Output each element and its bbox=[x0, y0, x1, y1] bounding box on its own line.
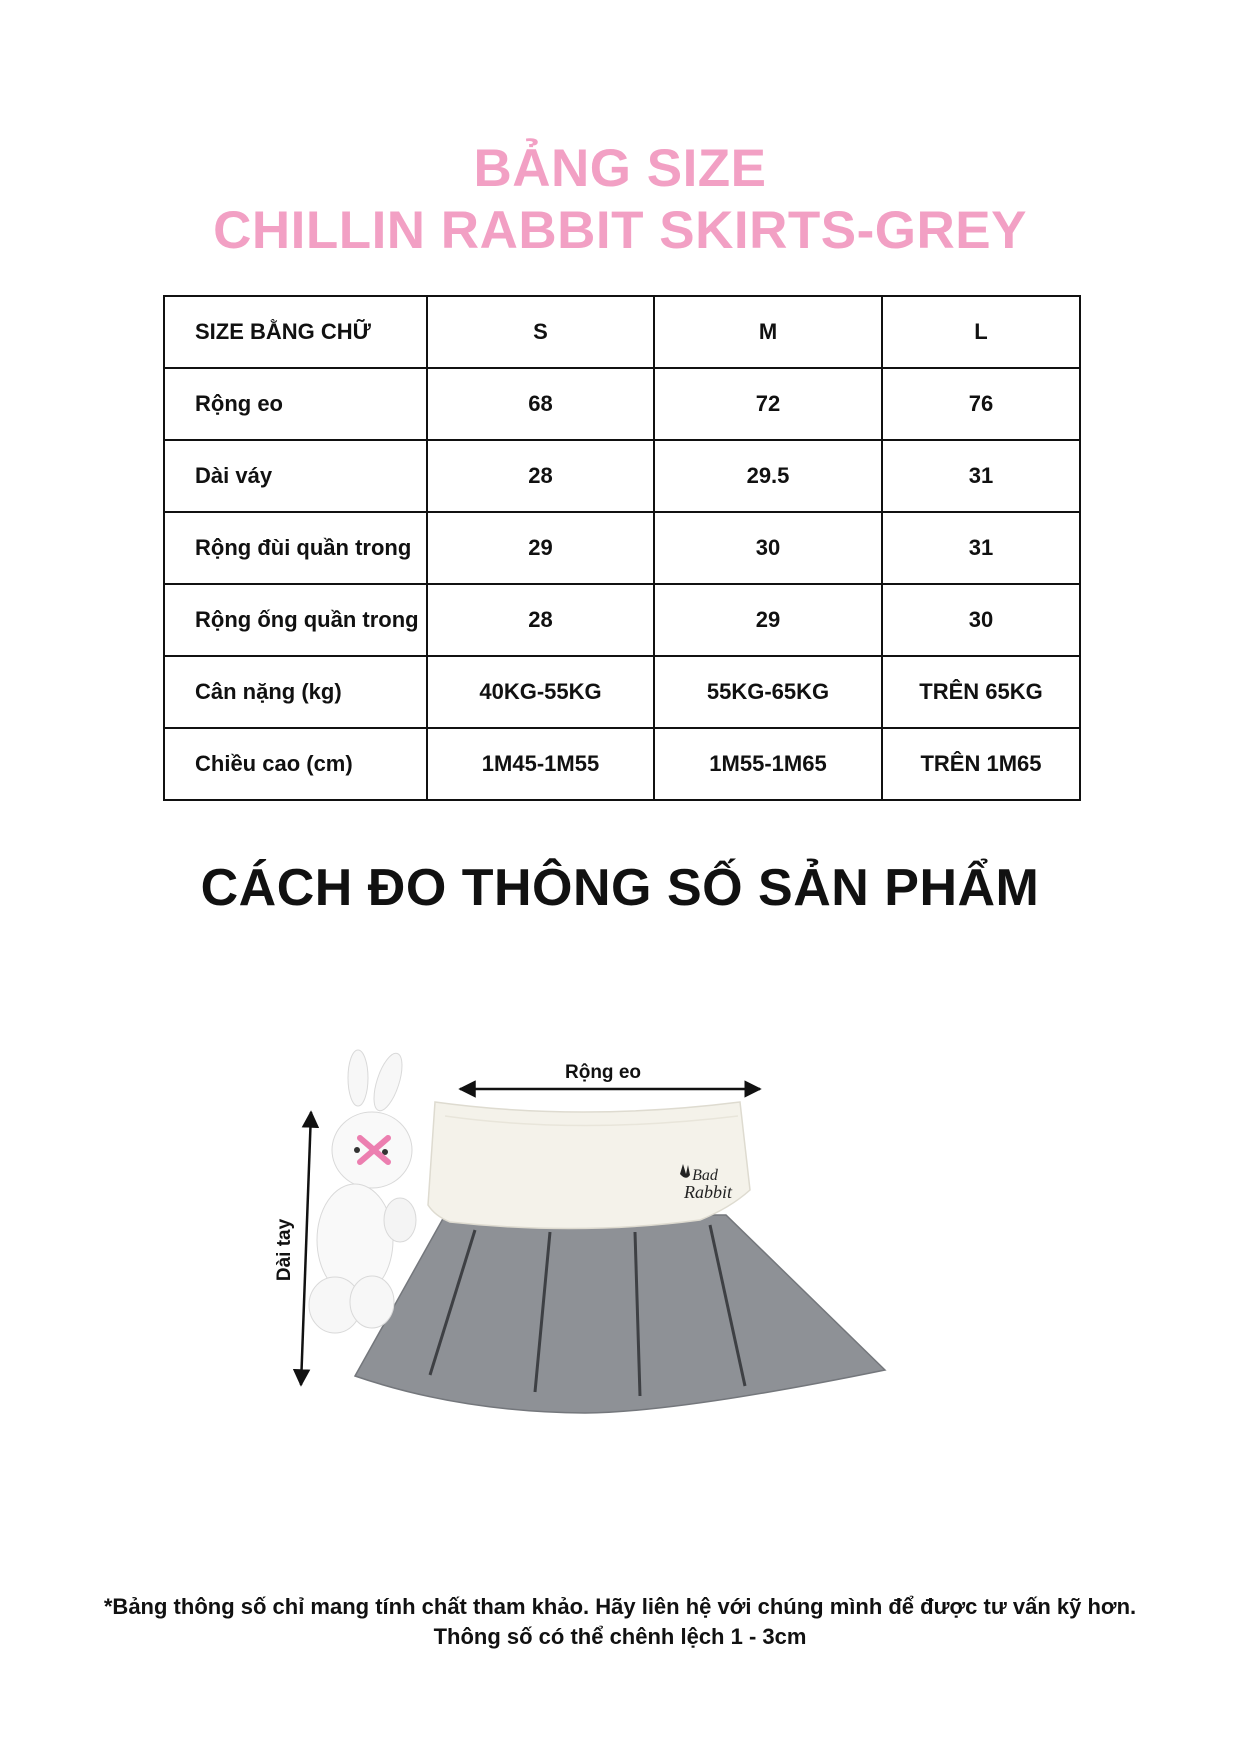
cell-value: 28 bbox=[427, 440, 654, 512]
measure-heading: CÁCH ĐO THÔNG SỐ SẢN PHẨM bbox=[200, 859, 1040, 917]
plush-rabbit-icon bbox=[309, 1050, 416, 1333]
cell-value: 40KG-55KG bbox=[427, 656, 654, 728]
table-header-row bbox=[164, 296, 1080, 368]
size-table bbox=[163, 295, 1081, 801]
cell-value: 72 bbox=[654, 368, 882, 440]
logo-text: Rabbit bbox=[684, 1182, 732, 1202]
cell-value: 29 bbox=[427, 512, 654, 584]
row-label: Dài váy bbox=[164, 440, 427, 512]
cell-value: 68 bbox=[427, 368, 654, 440]
cell-value: 29.5 bbox=[654, 440, 882, 512]
header-size-m: M bbox=[654, 296, 882, 368]
skirt-body bbox=[355, 1215, 885, 1413]
cell-value: 31 bbox=[882, 512, 1080, 584]
cell-value: 29 bbox=[654, 584, 882, 656]
table-row bbox=[164, 440, 1080, 512]
row-label: Rộng eo bbox=[164, 368, 427, 440]
cell-value: TRÊN 1M65 bbox=[882, 728, 1080, 800]
cell-value: 55KG-65KG bbox=[654, 656, 882, 728]
waistband bbox=[428, 1102, 750, 1229]
cell-value: 1M45-1M55 bbox=[427, 728, 654, 800]
row-label: Rộng đùi quần trong bbox=[164, 512, 427, 584]
row-label: Cân nặng (kg) bbox=[164, 656, 427, 728]
cell-value: 76 bbox=[882, 368, 1080, 440]
cell-value: 30 bbox=[654, 512, 882, 584]
table-row bbox=[164, 728, 1080, 800]
cell-value: TRÊN 65KG bbox=[882, 656, 1080, 728]
row-label: Chiều cao (cm) bbox=[164, 728, 427, 800]
header-size-label: SIZE BẰNG CHỮ bbox=[164, 296, 427, 368]
logo-text: Bad bbox=[692, 1167, 718, 1184]
title-product-name: CHILLIN RABBIT SKIRTS-GREY bbox=[213, 201, 1027, 260]
skirt-measurement-diagram bbox=[260, 1040, 900, 1420]
length-label: Dài tay bbox=[274, 1218, 295, 1282]
cell-value: 28 bbox=[427, 584, 654, 656]
disclaimer-note: *Bảng thông số chỉ mang tính chất tham khảo. Hãy liên hệ với chúng mình để được tư vấn kỹ hơn. bbox=[103, 1594, 1137, 1619]
table-row bbox=[164, 656, 1080, 728]
row-label: Rộng ống quần trong bbox=[164, 584, 427, 656]
cell-value: 30 bbox=[882, 584, 1080, 656]
length-arrow bbox=[301, 1112, 311, 1385]
waist-label: Rộng eo bbox=[565, 1062, 641, 1083]
table-row bbox=[164, 512, 1080, 584]
header-size-l: L bbox=[882, 296, 1080, 368]
table-row bbox=[164, 368, 1080, 440]
title-size-chart: BẢNG SIZE bbox=[473, 139, 767, 198]
cell-value: 31 bbox=[882, 440, 1080, 512]
header-size-s: S bbox=[427, 296, 654, 368]
cell-value: 1M55-1M65 bbox=[654, 728, 882, 800]
tolerance-note: Thông số có thể chênh lệch 1 - 3cm bbox=[433, 1624, 807, 1649]
table-row bbox=[164, 584, 1080, 656]
